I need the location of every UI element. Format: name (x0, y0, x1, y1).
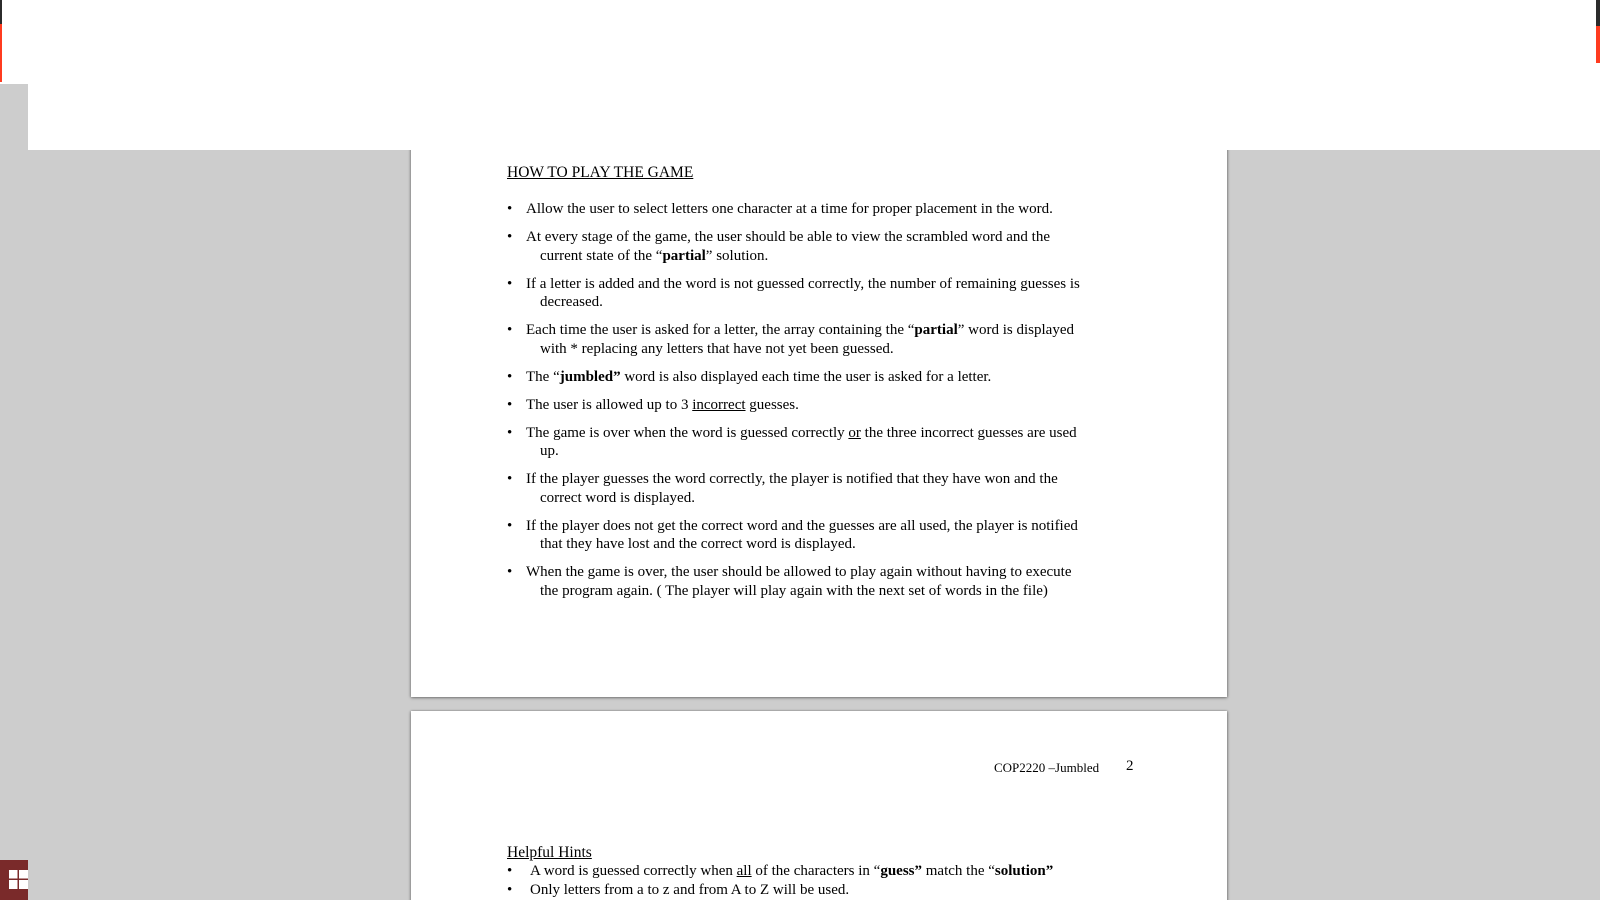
list-item (507, 470, 1147, 507)
bullet-icon: • (507, 229, 513, 245)
hint-text-part: Only letters from a to z and from A to Z will be used. (530, 881, 850, 898)
hint-text-part: A word is guessed correctly when (530, 863, 737, 879)
rule-text: If the player guesses the word correctly, the player is notified that they have won and the (526, 471, 1058, 487)
hint-text-part: match the “ (922, 863, 995, 879)
rule-text (526, 396, 1147, 415)
rule-text (526, 368, 1147, 387)
bullet-icon: • (507, 564, 513, 580)
bullet-icon: • (507, 863, 513, 879)
rule-text (526, 424, 1147, 443)
rule-text-part: The “ (526, 368, 560, 385)
page-number: 2 (1126, 758, 1134, 774)
rule-text-bold: partial (914, 322, 958, 338)
rule-text-continued (526, 247, 1147, 266)
rule-text (526, 321, 1147, 340)
rule-text-part: The user is allowed up to 3 (526, 396, 693, 413)
bullet-icon: • (507, 881, 513, 898)
rule-text: At every stage of the game, the user should be able to view the scrambled word and the (526, 229, 1050, 245)
rule-text-part: ” word is displayed (957, 322, 1074, 338)
hint-text-part: of the characters in “ (751, 863, 881, 879)
top-chrome-band (0, 0, 1600, 150)
rule-text-continued: with * replacing any letters that have not yet been guessed. (540, 340, 894, 357)
rule-text: If a letter is added and the word is not guessed correctly, the number of remaining guesses is (526, 275, 1080, 292)
list-item (507, 321, 1147, 358)
rule-text-part: ” solution. (705, 247, 769, 264)
rule-text: When the game is over, the user should be allowed to play again without having to execute (526, 564, 1072, 580)
rule-text-continued: decreased. (540, 294, 603, 310)
bullet-icon: • (507, 368, 513, 385)
list-item (507, 563, 1147, 600)
hints-list (507, 862, 1147, 899)
document-page-2 (411, 711, 1227, 900)
list-item (507, 424, 1147, 461)
list-item (507, 881, 1147, 900)
rule-text-continued: the program again. ( The player will play again with the next set of words in the file) (540, 582, 1048, 599)
rule-text-part: the three incorrect guesses are used (860, 424, 1077, 441)
left-dark-edge (0, 0, 2, 24)
rule-text-part: Each time the user is asked for a letter, the array containing the “ (526, 322, 915, 338)
rule-text-underlined: or (848, 424, 861, 441)
hint-text-underlined: all (736, 863, 752, 879)
rule-text: If the player does not get the correct word and the guesses are all used, the player is notified (526, 517, 1078, 534)
start-button[interactable] (0, 860, 28, 900)
document-page-1 (411, 150, 1227, 697)
bullet-icon: • (507, 322, 513, 338)
rule-text-bold: partial (662, 247, 706, 264)
rule-text-part: word is also displayed each time the user is asked for a letter. (620, 368, 992, 385)
rule-text-part: current state of the “ (540, 247, 663, 264)
list-item (507, 862, 1147, 881)
hint-text-bold: solution” (994, 863, 1054, 879)
list-item (507, 396, 1147, 415)
rule-text-continued: up. (540, 443, 559, 459)
rule-text-part: The game is over when the word is guessed correctly (526, 424, 849, 441)
hints-title: Helpful Hints (507, 844, 592, 861)
list-item (507, 200, 1147, 219)
list-item (507, 275, 1147, 312)
rule-text-part: guesses. (745, 396, 799, 413)
left-gray-strip (0, 84, 28, 900)
bullet-icon: • (507, 424, 513, 441)
rule-text-underlined: incorrect (692, 396, 746, 413)
document-viewer[interactable] (28, 150, 1600, 900)
rule-text: Allow the user to select letters one character at a time for proper placement in the word. (526, 201, 1053, 217)
list-item (507, 517, 1147, 554)
bullet-icon: • (507, 517, 513, 534)
rule-text-continued: that they have lost and the correct word is displayed. (540, 536, 856, 552)
right-dark-edge (1596, 0, 1600, 26)
hint-text-bold: guess” (880, 863, 922, 879)
windows-icon (9, 870, 28, 889)
rule-text-continued: correct word is displayed. (540, 489, 695, 506)
bullet-icon: • (507, 471, 513, 487)
rules-list (507, 200, 1147, 610)
rule-text-bold: jumbled” (559, 368, 621, 385)
list-item (507, 228, 1147, 265)
page-header: COP2220 –Jumbled (994, 760, 1100, 775)
bullet-icon: • (507, 275, 513, 292)
bullet-icon: • (507, 396, 513, 413)
bullet-icon: • (507, 201, 513, 217)
section-title: HOW TO PLAY THE GAME (507, 164, 694, 181)
list-item (507, 368, 1147, 387)
